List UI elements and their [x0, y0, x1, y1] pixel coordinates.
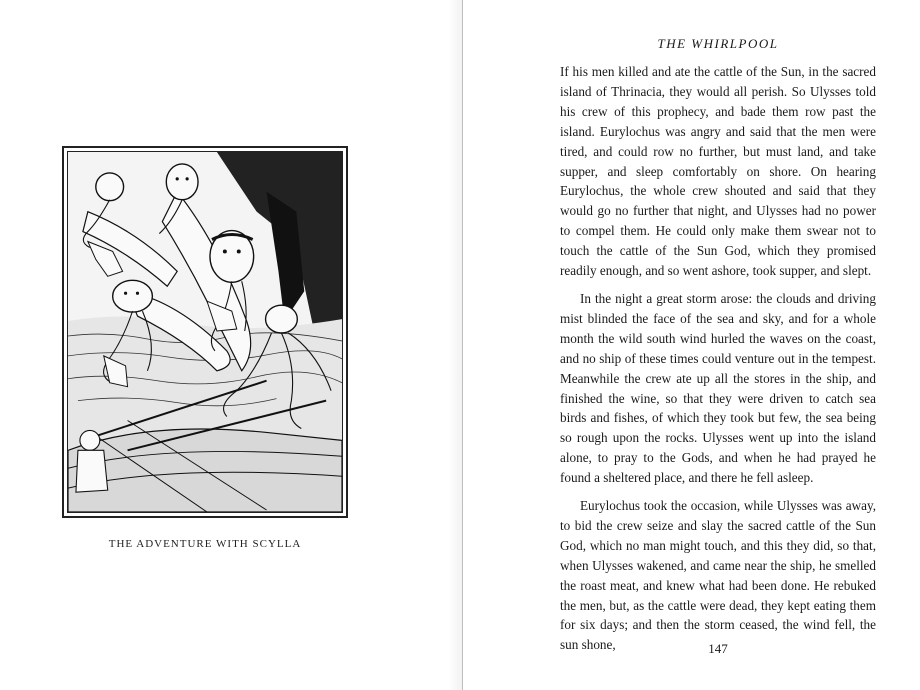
illustration-caption: THE ADVENTURE WITH SCYLLA [108, 538, 302, 550]
paragraph-1: If his men killed and ate the cattle of the Sun, in the sacred island of Thrinacia, they would all perish. So Ulysses told his crew of this prophecy, and bade them row past the island. Eurylochus was angry and said that the men were tired, and could row no further, but must land, and take supper, and sleep comfortably on shore. On hearing Eurylochus, the whole crew shouted and said that they would go no further that night, and Ulysses had no power to compel them. He could only make them swear not to touch the cattle of the Sun God, which they promised readily enough, and so went ashore, took supper, and slept. [560, 64, 876, 279]
paragraph-3: Eurylochus took the occasion, while Ulysses was away, to bid the crew seize and slay the sacred cattle of the Sun God, which no man might touch, and this they did, so that, when Ulysses wakened, and came near the ship, he smelled the roast meat, and knew what had been done. He rebuked the men, but, as the cattle were dead, they kept eating them for six days; and then the storm ceased, the wind fell, the sun shone, [560, 498, 876, 653]
illustration-plate [62, 146, 348, 518]
gutter-shadow [448, 0, 462, 690]
page-number: 147 [708, 641, 728, 656]
paragraph-2: In the night a great storm arose: the clouds and driving mist blinded the face of the sea and sky, and for a whole month the wild south wind hurled the waves on the coast, and no ship of these times could venture out in the tempest. Meanwhile the crew ate up all the stores in the ship, and finished the wine, so that they were driven to catch sea birds and fishes, of which they took but few, the sea being so rough upon the rocks. Ulysses went up into the island alone, to pray to the Gods, and when he had prayed he found a sheltered place, and there he fell asleep. [560, 290, 876, 486]
scylla-engraving [68, 152, 342, 512]
illustration-scylla [67, 151, 343, 513]
book-gutter [462, 0, 463, 690]
running-head: THE WHIRLPOOL [657, 36, 779, 51]
body-text [560, 62, 876, 663]
